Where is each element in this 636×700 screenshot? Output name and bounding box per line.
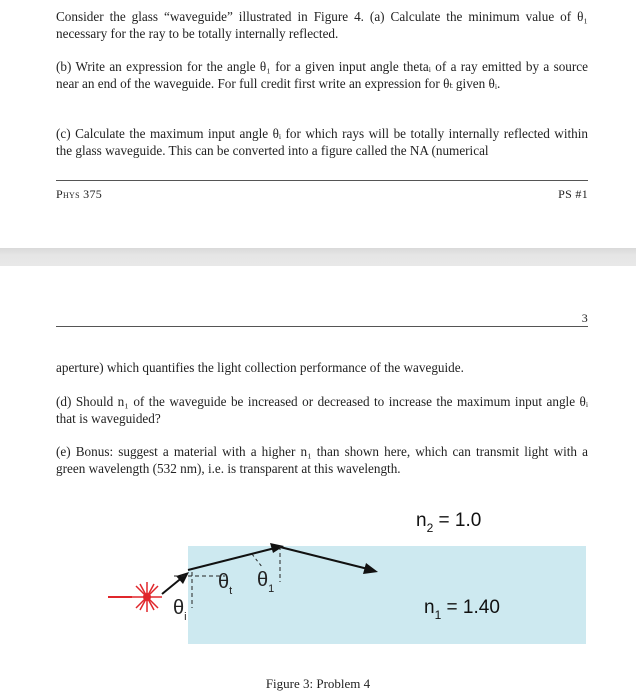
n2-label: $n_2 = 1.0$ <box>416 510 482 535</box>
glass-waveguide <box>188 546 586 644</box>
waveguide-figure <box>0 490 636 700</box>
n1-label: $n_1 = 1.40$ <box>424 597 500 622</box>
footer-course: Phys 375 <box>56 187 103 201</box>
paragraph-a: Consider the glass “waveguide” illustrated in Figure 4. (a) Calculate the minimum value of θ₁ necessary for the ray to be totally internally reflected. <box>56 9 588 41</box>
paragraph-d: (d) Should n₁ of the waveguide be increased or decreased to increase the maximum input angle θᵢ that is waveguided? <box>56 394 588 426</box>
theta-t-label: $\theta_t$ <box>218 571 233 597</box>
theta-1-label: $\theta_1$ <box>257 569 275 595</box>
footer-rule <box>56 180 588 181</box>
paragraph-c-continued: aperture) which quantifies the light collection performance of the waveguide. <box>56 360 464 375</box>
figure-caption: Figure 3: Problem 4 <box>265 676 371 691</box>
paragraph-e: (e) Bonus: suggest a material with a higher n₁ than shown here, which can transmit light with a green wavelength (532 nm), i.e. is transparent at this wavelength. <box>56 444 588 476</box>
paragraph-b: (b) Write an expression for the angle θ₁ for a given input angle thetaᵢ of a ray emitted by a source near an end of the waveguide. For full credit first write an expression for θₜ given θᵢ. <box>56 59 588 91</box>
page-gap <box>0 248 636 266</box>
paragraph-c: (c) Calculate the maximum input angle θᵢ for which rays will be totally internally reflected within the glass waveguide. This can be converted into a figure called the NA (numerical <box>56 126 588 158</box>
page-number: 3 <box>581 311 588 325</box>
header-rule <box>56 326 588 327</box>
footer-ps: PS #1 <box>558 187 588 201</box>
laser-source-icon <box>108 582 162 612</box>
theta-i-label: $\theta_i$ <box>173 597 187 623</box>
